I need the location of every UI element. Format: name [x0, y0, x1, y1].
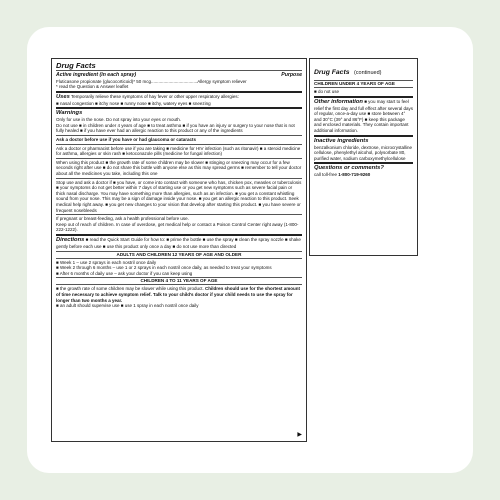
active-ingredient-note: * read the Question & Answer leaflet — [56, 84, 129, 90]
adults-header: ADULTS AND CHILDREN 12 YEARS OF AGE AND OLDER — [56, 252, 302, 259]
children-line-1a: ■ the growth rate of some children may be slower while using this product. — [56, 286, 206, 292]
ask-doctor-section — [56, 136, 302, 145]
other-information-title: Other information — [314, 98, 363, 105]
inactive-ingredients-text: benzalkonium chloride, dextrose, microcrystalline cellulose, phenylethyl alcohol, polysorbate 80, purified water, sodium carboxymethylcellulose — [314, 144, 413, 161]
ask-doctor-text: Ask a doctor before use if you have or had glaucoma or cataracts — [56, 137, 197, 143]
ask-pharmacist-text: Ask a doctor or pharmacist before use if you are taking ■ medicine for HIV infection (such as ritonavir) ■ a steroid medicine for asthma, allergies or skin rash ■ ketoconazole pills (medicine for fungal infection) — [56, 145, 301, 157]
ask-pharmacist-section — [56, 145, 302, 159]
uses-title: Uses — [56, 93, 70, 100]
children-under-4-text: ■ do not use — [314, 89, 339, 94]
adults-section — [56, 259, 302, 279]
when-using-text: When using this product ■ the growth rate of some children may be slower ■ stinging or sneezing may occur for a few seconds right after use ■ do not share this bottle with anyone else as this may spread germs ■ remember to tell your doctor about all the medicines you take, including this one — [56, 159, 302, 177]
questions-text: call toll-free — [314, 172, 339, 178]
other-information-text: ■ you may start to feel relief the first day and full effect after several days of regular, once-a-day use ■ store between 4° and 30°C (39° and 86°F) ■ keep this package and enclosed materials. They contain important additional information. — [314, 98, 413, 133]
keep-out-text: Keep out of reach of children. In case of overdose, get medical help or contact a Poison Control Center right away (1-800-222-1222). — [56, 221, 299, 233]
other-information-section — [314, 98, 413, 137]
questions-title: Questions or comments? — [314, 165, 384, 172]
children-under-4-section — [314, 88, 413, 98]
continue-arrow-icon: ▶ — [297, 432, 302, 438]
adults-line-1: ■ Week 1 – use 2 sprays in each nostril once daily — [56, 259, 157, 265]
active-ingredient-section — [56, 71, 302, 93]
continued-title: Drug Facts — [314, 69, 350, 76]
adults-line-3: ■ After 6 months of daily use – ask your doctor if you can keep using — [56, 270, 193, 276]
questions-phone: 1-800-719-9260 — [338, 172, 371, 178]
children-line-1b: Children should use for the shortest amount of time necessary to achieve symptom relief. Talk to your child's doctor if your child needs to use the spray for longer than two months a year. — [56, 286, 301, 303]
when-using-section — [56, 159, 302, 179]
warnings-title: Warnings — [56, 110, 83, 117]
stop-use-section — [56, 179, 302, 216]
children-header: CHILDREN 4 TO 11 YEARS OF AGE — [56, 278, 302, 285]
purpose-header: Purpose — [281, 72, 302, 78]
questions-section — [314, 164, 413, 179]
uses-items: ■ nasal congestion ■ itchy nose ■ runny nose ■ itchy, watery eyes ■ sneezing — [56, 100, 211, 106]
do-not-use-text: Do not use ■ in children under 4 years of age ■ to treat asthma ■ if you have an injury or surgery to your nose that is not fully healed ■ if you have ever had an allergic reaction to this product or any of the ingredients — [56, 122, 295, 134]
active-ingredient-header: Active ingredient (in each spray) — [56, 72, 137, 78]
uses-section — [56, 93, 302, 110]
directions-text: ■ read the Quick Start Guide for how to: ■ prime the bottle ■ use the spray ■ clean the spray nozzle ■ shake gently before each use ■ use this product only once a day ■ do not use more than directed — [56, 236, 301, 249]
active-ingredient-line: Fluticasone propionate (glucocorticoid)* 50 mcg.....................................Allergy symptom reliever — [56, 78, 247, 84]
directions-title: Directions — [56, 236, 85, 243]
stop-use-text: Stop use and ask a doctor if ■ you have, or come into contact with someone who has, chicken pox, measles or tuberculosis ■ your symptoms do not get better within 7 days of starting use or you get new symptoms such as severe facial pain or thick nasal discharge. You may have something more than allergies, such as an infection. ■ you get a constant whistling sound from your nose. This may be a sign of damage inside your nose. ■ you get an allergic reaction to this product. Seek medical help right away. ■ you get new changes to your vision that develop after starting this product. ■ you have severe or frequent nosebleeds — [56, 179, 302, 213]
pregnancy-section — [56, 215, 302, 236]
adults-line-2: ■ Week 2 through 6 months – use 1 or 2 sprays in each nostril once daily, as needed to treat your symptoms — [56, 265, 272, 271]
inactive-ingredients-section — [314, 137, 413, 165]
pregnant-text: If pregnant or breast-feeding, ask a health professional before use. — [56, 216, 189, 222]
children-line-2: ■ an adult should supervise use ■ use 1 spray in each nostril once daily — [56, 303, 199, 309]
drug-facts-title: Drug Facts — [56, 61, 302, 71]
children-under-4-header: CHILDREN UNDER 4 YEARS OF AGE — [314, 81, 413, 88]
drug-facts-continued-panel — [309, 58, 418, 256]
warnings-text: Only for use in the nose. Do not spray into your eyes or mouth. — [56, 117, 182, 123]
inactive-ingredients-title: Inactive ingredients — [314, 137, 369, 144]
drug-facts-panel — [51, 58, 307, 442]
continued-label: (continued) — [353, 70, 382, 76]
uses-text: Temporarily relieve these symptoms of hay fever or other upper respiratory allergies: — [71, 93, 239, 99]
warnings-section — [56, 109, 302, 136]
directions-section — [56, 236, 302, 252]
children-section — [56, 285, 302, 309]
continued-title-row — [314, 61, 413, 81]
